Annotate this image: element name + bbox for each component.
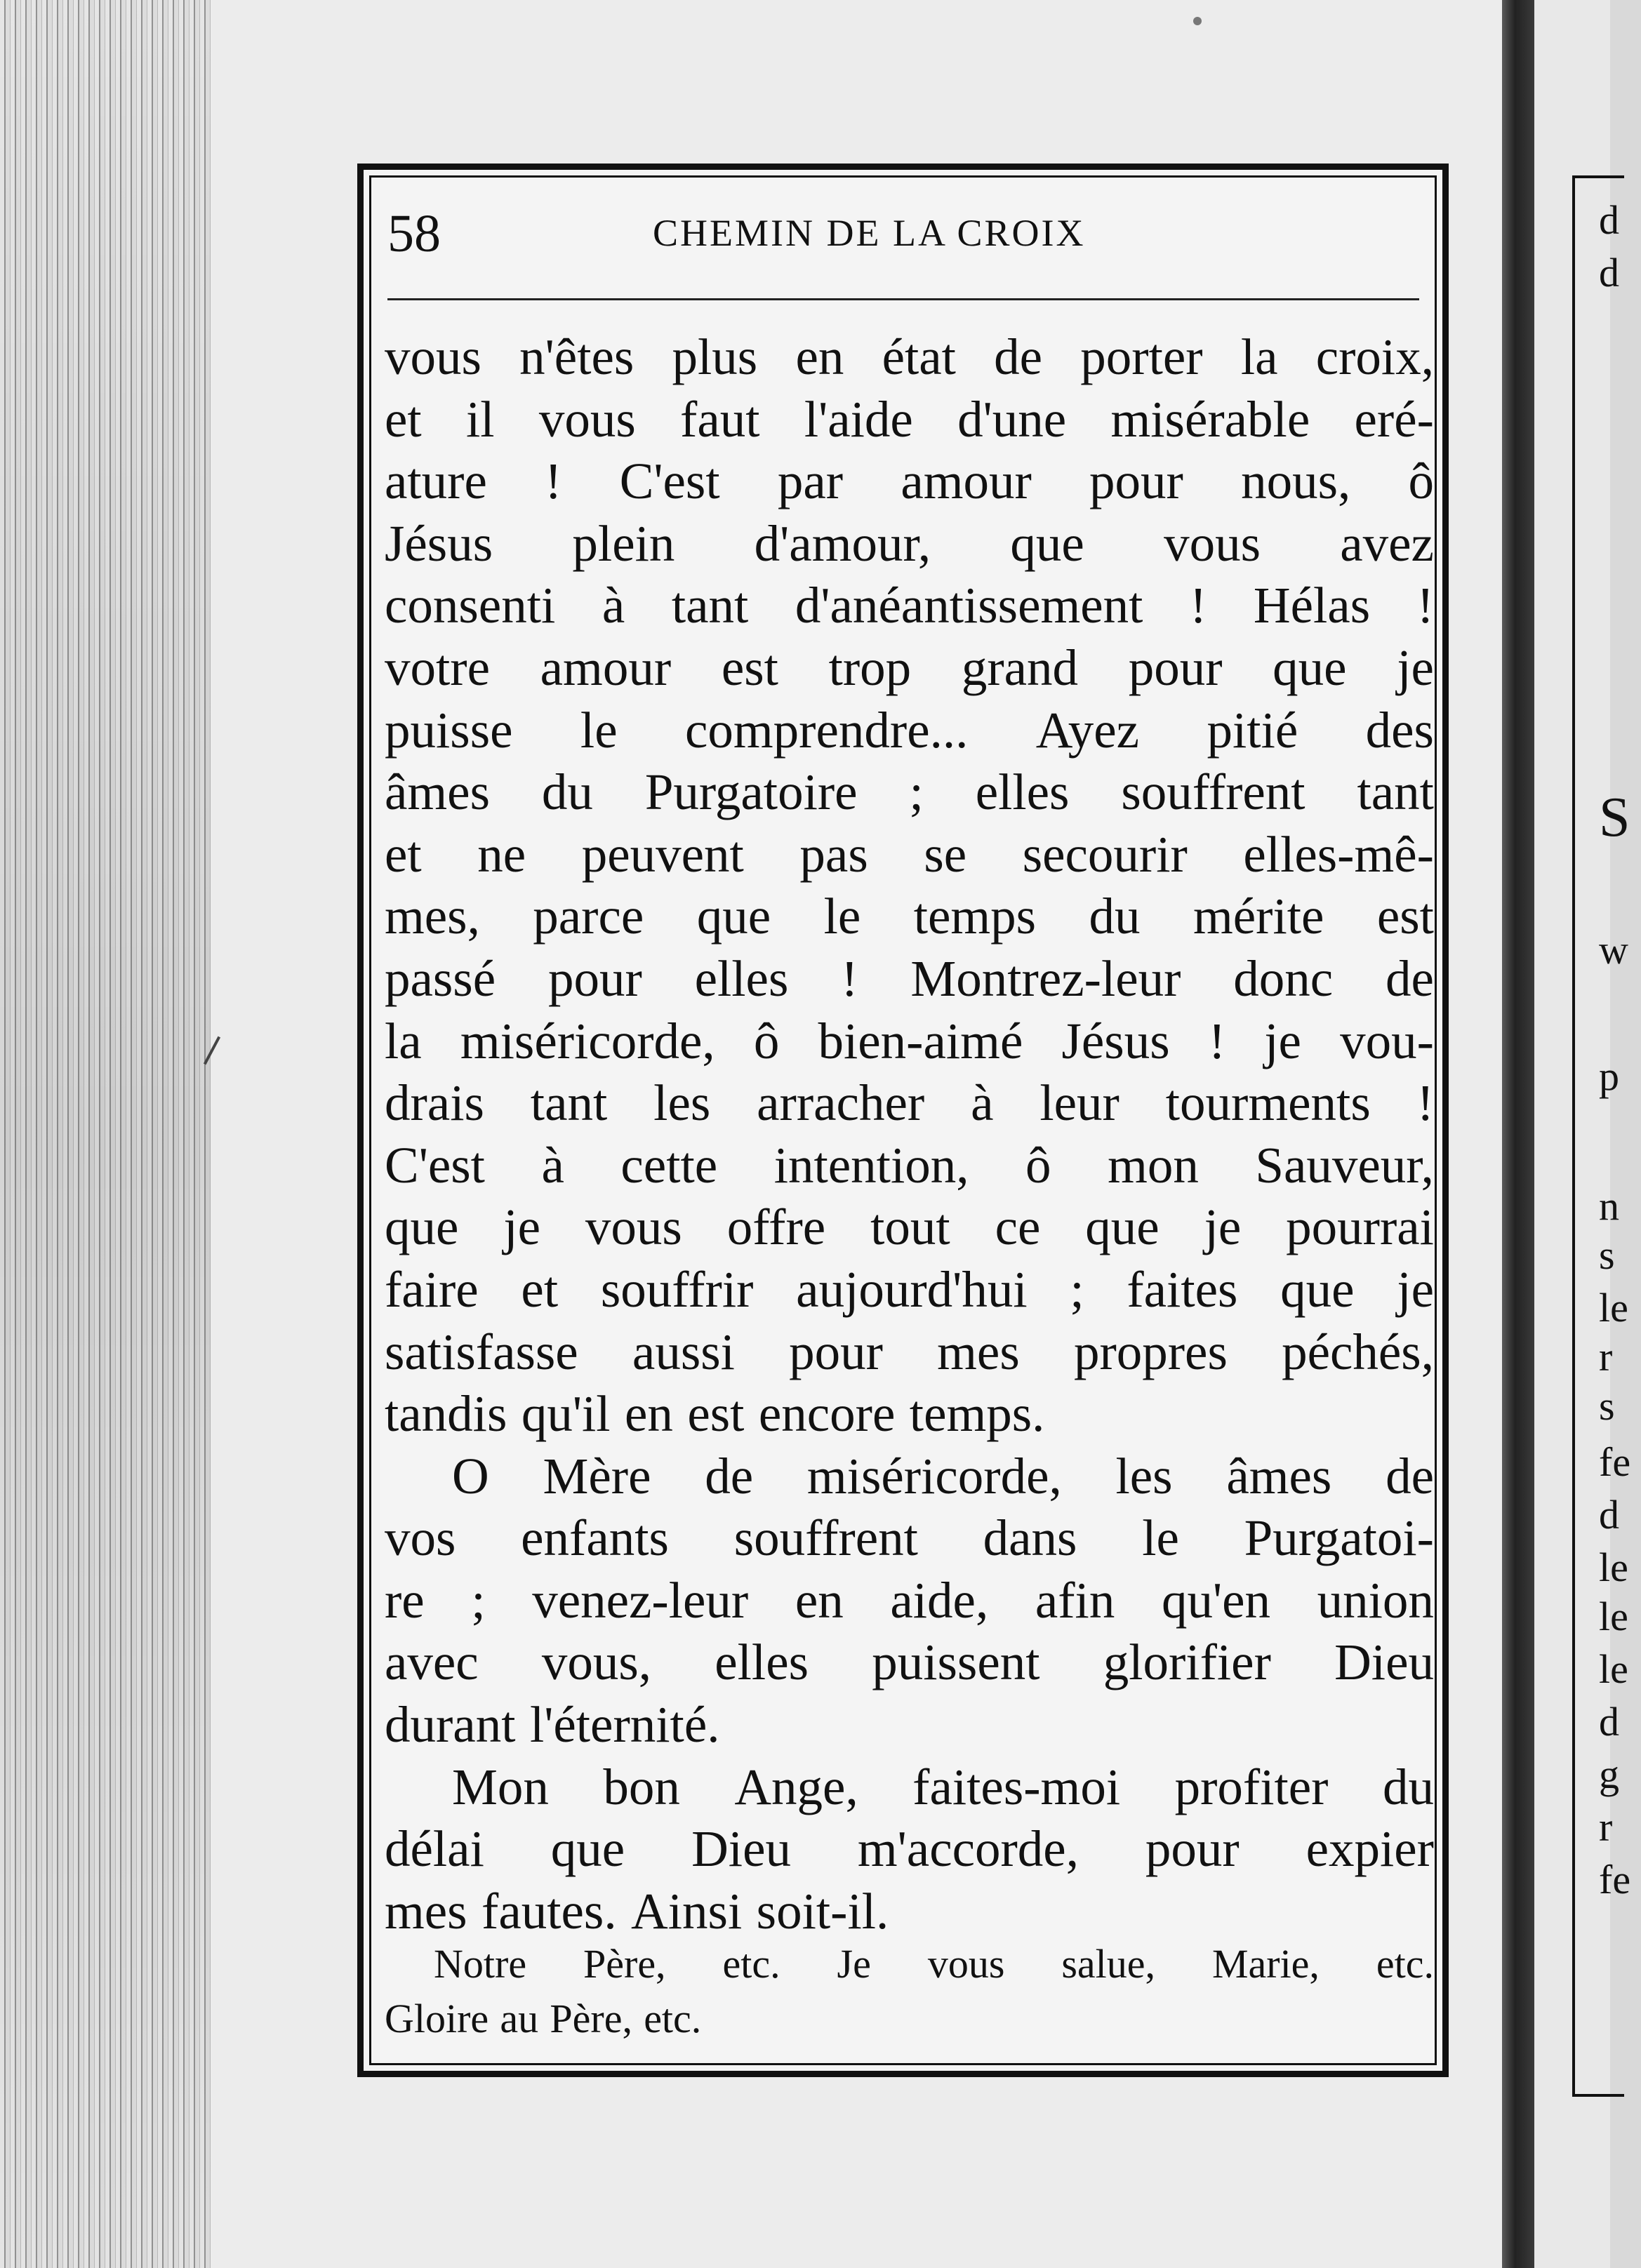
word: je xyxy=(503,1199,540,1256)
text-line xyxy=(385,1507,1434,1570)
word: pour xyxy=(1128,639,1223,696)
page-number: 58 xyxy=(387,204,441,263)
word: faites-moi xyxy=(912,1758,1121,1815)
word: ; xyxy=(471,1571,486,1629)
word: vou- xyxy=(1340,1012,1434,1069)
facing-page-letter: d xyxy=(1599,250,1619,295)
word: avec xyxy=(385,1634,479,1691)
facing-page-letter: fe xyxy=(1599,1857,1631,1902)
word: votre xyxy=(385,639,490,696)
word: ô xyxy=(1408,453,1434,510)
text-line xyxy=(385,761,1434,824)
text-line xyxy=(385,1570,1434,1632)
text-line xyxy=(385,575,1434,637)
word: vous xyxy=(927,1941,1005,1987)
word: Marie, xyxy=(1211,1941,1320,1987)
word: l'aide xyxy=(804,390,913,448)
facing-page-letter: le xyxy=(1599,1285,1628,1330)
word: pitié xyxy=(1207,701,1298,759)
text-line xyxy=(385,1072,1434,1135)
word: miséricorde, xyxy=(460,1012,715,1069)
text-line xyxy=(385,824,1434,886)
text-line xyxy=(385,1818,1434,1881)
word: venez-leur xyxy=(532,1571,749,1629)
word: je xyxy=(1264,1012,1301,1069)
word: ô xyxy=(753,1012,780,1069)
word: elles xyxy=(694,949,789,1007)
word: etc. xyxy=(1376,1941,1434,1987)
text-line xyxy=(385,1446,1434,1508)
word: Jésus xyxy=(1061,1012,1170,1069)
word: en xyxy=(795,1571,844,1629)
text-line xyxy=(385,389,1434,451)
text-line xyxy=(385,513,1434,575)
facing-page-letter: p xyxy=(1599,1053,1619,1099)
word: la xyxy=(385,1012,422,1069)
word: temps xyxy=(913,888,1037,945)
word: encore xyxy=(758,1385,896,1443)
word: etc. xyxy=(722,1941,780,1987)
word: il xyxy=(465,390,495,448)
word: bien-aimé xyxy=(818,1012,1023,1069)
word: ne xyxy=(477,825,526,883)
word: du xyxy=(1089,888,1141,945)
facing-page-letter: le xyxy=(1599,1646,1628,1692)
word: d'amour, xyxy=(754,514,931,572)
word: porter xyxy=(1080,328,1203,385)
word: des xyxy=(1365,701,1434,759)
word: elles xyxy=(715,1634,809,1691)
word: se xyxy=(924,825,967,883)
facing-page-letter: g xyxy=(1599,1752,1619,1797)
word: Ainsi xyxy=(631,1882,743,1940)
word: en xyxy=(795,328,844,385)
text-line xyxy=(385,700,1434,762)
facing-page-frame xyxy=(1572,175,1624,2097)
word: leur xyxy=(1039,1074,1120,1132)
word: C'est xyxy=(385,1136,485,1194)
text-line xyxy=(385,1196,1434,1259)
text-line xyxy=(385,1010,1434,1073)
word: est xyxy=(687,1385,745,1443)
word: C'est xyxy=(619,453,720,510)
word: tant xyxy=(1357,763,1434,821)
body-text xyxy=(385,326,1434,1942)
facing-page xyxy=(1534,0,1631,2268)
word: que xyxy=(696,888,771,945)
word: souffrent xyxy=(1121,763,1306,821)
word: le xyxy=(1142,1509,1179,1567)
word: que xyxy=(1010,514,1084,572)
word: consenti xyxy=(385,577,556,634)
word: pour xyxy=(547,949,642,1007)
word: donc xyxy=(1233,949,1334,1007)
text-line xyxy=(385,326,1434,389)
word: amour xyxy=(901,453,1032,510)
word: propres xyxy=(1073,1323,1228,1380)
text-line xyxy=(385,451,1434,513)
word: secourir xyxy=(1022,825,1188,883)
word: que xyxy=(1280,1260,1355,1318)
word: bon xyxy=(603,1758,680,1815)
facing-page-letter: r xyxy=(1599,1804,1613,1850)
word: les xyxy=(653,1074,711,1132)
word: les xyxy=(1115,1447,1173,1505)
word: fautes. xyxy=(481,1882,617,1940)
word: ! xyxy=(841,949,858,1007)
text-line xyxy=(385,1992,1434,2046)
word: Dieu xyxy=(1334,1634,1434,1691)
word: union xyxy=(1317,1571,1434,1629)
word: vos xyxy=(385,1509,456,1567)
word: pas xyxy=(799,825,868,883)
word: faire xyxy=(385,1260,479,1318)
word: que xyxy=(1085,1199,1160,1256)
word: aide, xyxy=(890,1571,989,1629)
word: faites xyxy=(1127,1260,1238,1318)
word: etc. xyxy=(644,1996,702,2041)
word: du xyxy=(541,763,593,821)
word: vous xyxy=(1164,514,1261,572)
word: elles-mê- xyxy=(1243,825,1434,883)
word: pour xyxy=(1089,453,1183,510)
word: vous, xyxy=(541,1634,652,1691)
facing-page-letter: d xyxy=(1599,1492,1619,1537)
word: aussi xyxy=(632,1323,735,1380)
word: je xyxy=(1397,1260,1434,1318)
word: souffrent xyxy=(733,1509,918,1567)
word: je xyxy=(1204,1199,1242,1256)
word: au xyxy=(500,1996,539,2041)
word: mérite xyxy=(1192,888,1324,945)
word: aujourd'hui xyxy=(796,1260,1028,1318)
word: est xyxy=(1376,888,1434,945)
word: mes xyxy=(937,1323,1020,1380)
word: croix, xyxy=(1315,328,1434,385)
facing-page-letter: fe xyxy=(1599,1439,1631,1485)
word: mes, xyxy=(385,888,480,945)
word: et xyxy=(385,825,422,883)
word: glorifier xyxy=(1103,1634,1271,1691)
text-line xyxy=(385,1383,1434,1446)
word: puisse xyxy=(385,701,513,759)
word: puissent xyxy=(872,1634,1040,1691)
word: l'éternité. xyxy=(529,1696,720,1754)
word: ! xyxy=(1416,577,1434,634)
facing-page-letter: d xyxy=(1599,197,1619,243)
word: ô xyxy=(1025,1136,1051,1194)
word: arracher xyxy=(757,1074,925,1132)
word: tandis xyxy=(385,1385,507,1443)
running-head: CHEMIN DE LA CROIX xyxy=(653,212,1086,254)
word: tout xyxy=(870,1199,950,1256)
word: m'accorde, xyxy=(857,1820,1079,1878)
word: passé xyxy=(385,949,496,1007)
word: que xyxy=(550,1820,625,1878)
word: trop xyxy=(828,639,912,696)
word: Gloire xyxy=(385,1996,489,2041)
word: Mère xyxy=(543,1447,651,1505)
word: ature xyxy=(385,453,487,510)
page-edge-shadow xyxy=(0,0,211,2268)
word: pour xyxy=(1145,1820,1240,1878)
word: Purgatoi- xyxy=(1244,1509,1434,1567)
word: à xyxy=(541,1136,564,1194)
word: et xyxy=(521,1260,559,1318)
word: ! xyxy=(1190,577,1207,634)
facing-page-letter: S xyxy=(1599,787,1630,848)
word: vous xyxy=(585,1199,682,1256)
word: faut xyxy=(680,390,760,448)
word: re xyxy=(385,1571,425,1629)
word: avez xyxy=(1340,514,1434,572)
word: le xyxy=(823,888,861,945)
word: intention, xyxy=(773,1136,969,1194)
word: plein xyxy=(572,514,675,572)
word: Ange, xyxy=(734,1758,858,1815)
word: vous xyxy=(538,390,636,448)
word: pourrai xyxy=(1286,1199,1434,1256)
text-line xyxy=(385,886,1434,948)
word: état xyxy=(882,328,956,385)
word: Hélas xyxy=(1253,577,1371,634)
word: Sauveur, xyxy=(1255,1136,1434,1194)
word: du xyxy=(1382,1758,1434,1815)
word: pour xyxy=(789,1323,883,1380)
word: satisfasse xyxy=(385,1323,578,1380)
facing-page-letter: n xyxy=(1599,1183,1619,1229)
word: d'une xyxy=(957,390,1067,448)
text-line xyxy=(385,1937,1434,1992)
word: en xyxy=(624,1385,673,1443)
text-line xyxy=(385,1881,1434,1943)
word: Jésus xyxy=(385,514,493,572)
word: tant xyxy=(530,1074,608,1132)
word: Purgatoire xyxy=(644,763,858,821)
word: dans xyxy=(983,1509,1077,1567)
word: plus xyxy=(672,328,758,385)
word: Dieu xyxy=(691,1820,791,1878)
word: ! xyxy=(1208,1012,1226,1069)
word: péchés, xyxy=(1282,1323,1434,1380)
word: Ayez xyxy=(1035,701,1140,759)
book-gutter xyxy=(1502,0,1534,2268)
word: d'anéantissement xyxy=(795,577,1143,634)
ink-speck xyxy=(1193,17,1202,25)
word: par xyxy=(777,453,844,510)
word: souffrir xyxy=(600,1260,754,1318)
facing-page-letter: le xyxy=(1599,1594,1628,1639)
word: expier xyxy=(1306,1820,1434,1878)
word: à xyxy=(602,577,625,634)
word: de xyxy=(705,1447,754,1505)
word: Je xyxy=(837,1941,871,1987)
word: comprendre... xyxy=(685,701,969,759)
word: tourments xyxy=(1165,1074,1371,1132)
facing-page-letter: le xyxy=(1599,1545,1628,1590)
facing-page-letter: w xyxy=(1599,927,1628,973)
header-rule xyxy=(387,298,1419,300)
facing-page-letter: r xyxy=(1599,1334,1613,1380)
word: je xyxy=(1397,639,1434,696)
word: qu'il xyxy=(521,1385,611,1443)
word: profiter xyxy=(1174,1758,1329,1815)
word: âmes xyxy=(1226,1447,1332,1505)
word: mes xyxy=(385,1882,467,1940)
word: Montrez-leur xyxy=(910,949,1181,1007)
facing-page-letter: s xyxy=(1599,1232,1615,1278)
word: que xyxy=(385,1199,459,1256)
word: amour xyxy=(540,639,672,696)
word: offre xyxy=(726,1199,826,1256)
word: parce xyxy=(533,888,644,945)
word: durant xyxy=(385,1696,516,1754)
word: mon xyxy=(1108,1136,1199,1194)
word: qu'en xyxy=(1161,1571,1270,1629)
word: soit-il. xyxy=(756,1882,889,1940)
word: Père, xyxy=(583,1941,666,1987)
text-line xyxy=(385,637,1434,700)
text-line xyxy=(385,948,1434,1010)
word: Mon xyxy=(452,1758,549,1815)
word: tant xyxy=(671,577,749,634)
word: de xyxy=(1386,949,1434,1007)
text-line xyxy=(385,1259,1434,1321)
word: est xyxy=(721,639,778,696)
word: salue, xyxy=(1061,1941,1155,1987)
word: ! xyxy=(545,453,562,510)
word: drais xyxy=(385,1074,484,1132)
word: la xyxy=(1240,328,1278,385)
prayer-closing xyxy=(385,1937,1434,2046)
text-line xyxy=(385,1321,1434,1384)
word: âmes xyxy=(385,763,490,821)
word: de xyxy=(994,328,1043,385)
word: O xyxy=(452,1447,489,1505)
word: nous, xyxy=(1241,453,1351,510)
word: temps. xyxy=(909,1385,1045,1443)
word: ; xyxy=(1070,1260,1084,1318)
text-line xyxy=(385,1135,1434,1197)
word: enfants xyxy=(521,1509,669,1567)
word: misérable xyxy=(1110,390,1310,448)
word: de xyxy=(1386,1447,1434,1505)
text-line xyxy=(385,1694,1434,1756)
facing-page-letter: d xyxy=(1599,1699,1619,1745)
text-line xyxy=(385,1756,1434,1819)
word: et xyxy=(385,390,422,448)
word: Notre xyxy=(434,1941,527,1987)
word: peuvent xyxy=(581,825,744,883)
word: que xyxy=(1273,639,1347,696)
word: miséricorde, xyxy=(806,1447,1062,1505)
text-line xyxy=(385,1632,1434,1694)
word: ce xyxy=(995,1199,1041,1256)
word: ; xyxy=(909,763,924,821)
word: elles xyxy=(975,763,1070,821)
word: afin xyxy=(1035,1571,1115,1629)
word: le xyxy=(580,701,618,759)
word: délai xyxy=(385,1820,484,1878)
word: ! xyxy=(1416,1074,1434,1132)
word: eré- xyxy=(1354,390,1434,448)
word: n'êtes xyxy=(519,328,635,385)
facing-page-letter: s xyxy=(1599,1383,1615,1429)
word: vous xyxy=(385,328,481,385)
word: à xyxy=(971,1074,994,1132)
word: cette xyxy=(620,1136,718,1194)
word: grand xyxy=(961,639,1079,696)
word: Père, xyxy=(550,1996,632,2041)
